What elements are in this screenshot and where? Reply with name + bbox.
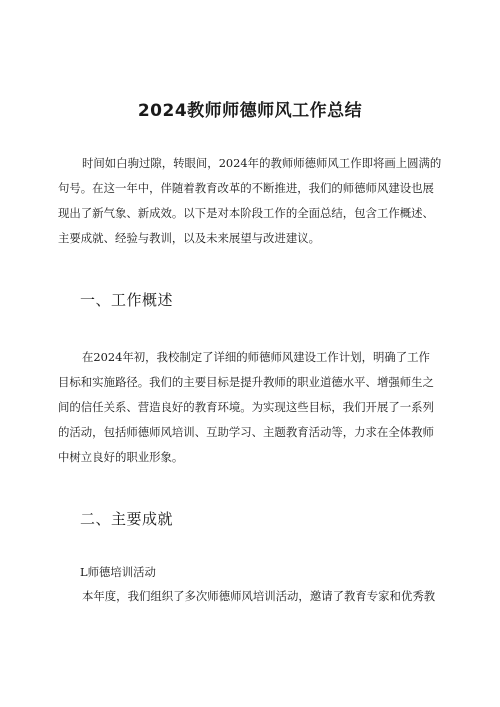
overview-line: 中树立良好的职业形象。 [58,450,184,464]
intro-paragraph [58,151,450,251]
overview-line: 在2024年初，我校制定了详细的师德师风建设工作计划，明确了工作 [82,350,430,364]
overview-line: 间的信任关系、营造良好的教育环境。为实现这些目标，我们开展了一系列 [58,400,434,414]
section-heading-overview: 一、工作概述 [80,291,174,309]
intro-line: 主要成就、经验与教训，以及未来展望与改进建议。 [58,231,320,245]
overview-line: 的活动，包括师德师风培训、互助学习、主题教育活动等，力求在全体教师 [58,425,434,439]
overview-paragraph [58,345,450,470]
overview-line: 目标和实施路径。我们的主要目标是提升教师的职业道德水平、增强师生之 [58,375,434,389]
achievements-line: 本年度，我们组织了多次师德师风培训活动，邀请了教育专家和优秀教 [82,589,436,603]
achievements-paragraph [58,584,450,609]
intro-line: 时间如白驹过隙，转眼间，2024年的教师师德师风工作即将画上圆满的 [82,156,442,170]
subheading-training: L师德培训活动 [80,565,156,579]
intro-line: 句号。在这一年中，伴随着教育改革的不断推进，我们的师德师风建设也展 [58,181,434,195]
document-title: 2024教师师德师风工作总结 [137,101,363,121]
section-heading-achievements: 二、主要成就 [80,510,174,528]
intro-line: 现出了新气象、新成效。以下是对本阶段工作的全面总结，包含工作概述、 [58,206,434,220]
